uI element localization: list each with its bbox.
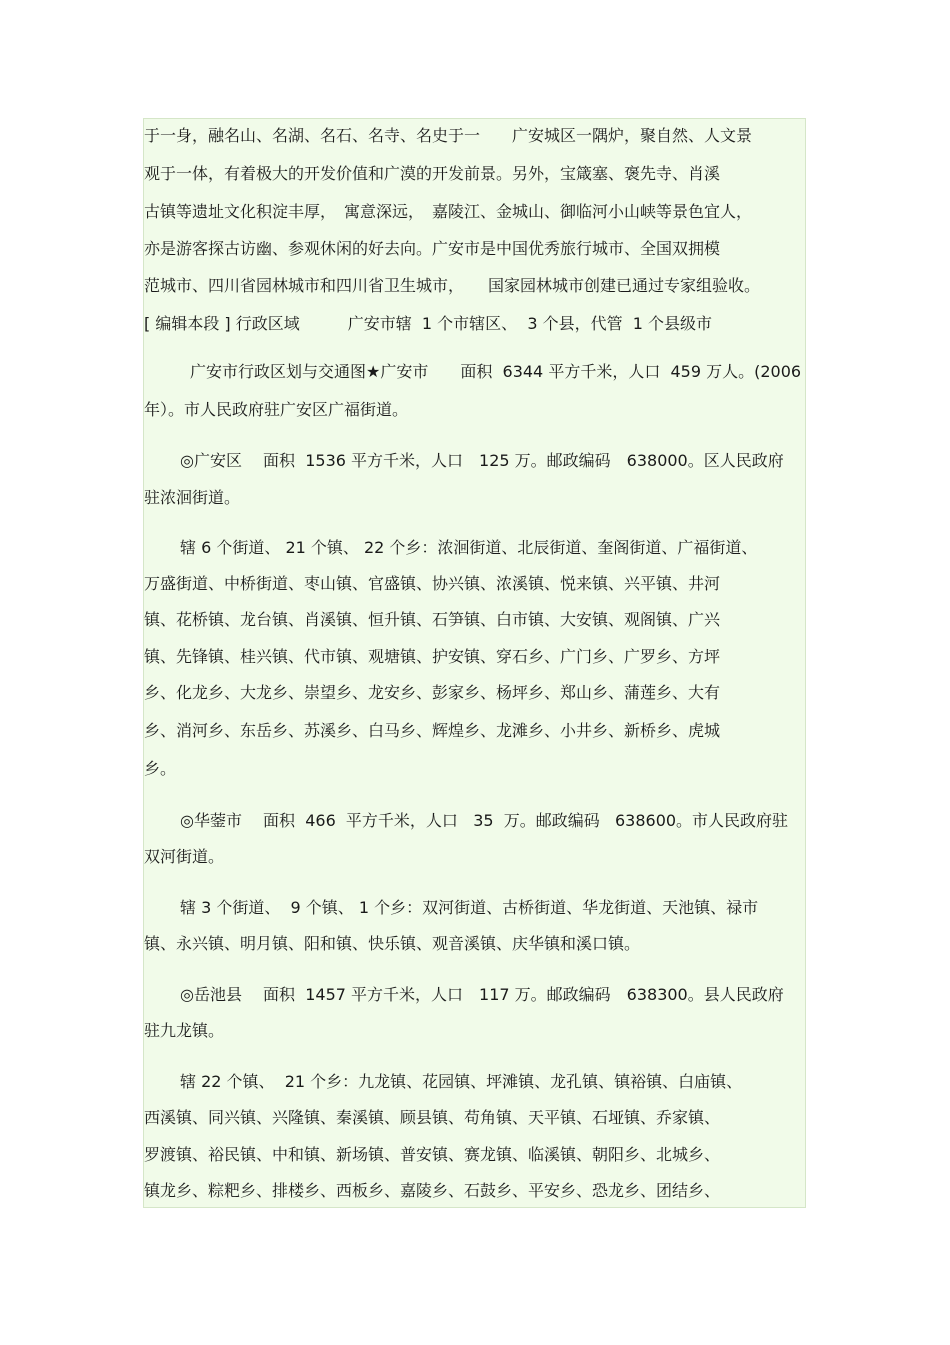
text-line: ◎广安区 面积 1536 平方千米，人口 125 万。邮政编码 638000。区人民政府 xyxy=(180,451,784,470)
text-line: 古镇等遗址文化积淀丰厚， 寓意深远， 嘉陵江、金城山、御临河小山峡等景色宜人， xyxy=(144,202,753,221)
text-line: 罗渡镇、裕民镇、中和镇、新场镇、普安镇、赛龙镇、临溪镇、朝阳乡、北城乡、 xyxy=(144,1145,721,1164)
text-line: 广安市行政区划与交通图★广安市 面积 6344 平方千米，人口 459 万人。(2006 xyxy=(190,362,802,381)
text-line: 万盛街道、中桥街道、枣山镇、官盛镇、协兴镇、浓溪镇、悦来镇、兴平镇、井河 xyxy=(144,574,721,593)
text-line: 驻九龙镇。 xyxy=(144,1021,225,1040)
text-line: 双河街道。 xyxy=(144,847,225,866)
text-line: 亦是游客探古访幽、参观休闲的好去向。广安市是中国优秀旅行城市、全国双拥模 xyxy=(144,239,721,258)
text-line: 范城市、四川省园林城市和四川省卫生城市， 国家园林城市创建已通过专家组验收。 xyxy=(144,276,761,295)
document-content-panel xyxy=(143,118,806,1208)
text-line: 辖 3 个街道、 9 个镇、 1 个乡：双河街道、古桥街道、华龙街道、天池镇、禄市 xyxy=(180,898,759,917)
text-line: ◎华蓥市 面积 466 平方千米，人口 35 万。邮政编码 638600。市人民政府驻 xyxy=(180,811,789,830)
text-line: 观于一体，有着极大的开发价值和广漠的开发前景。另外，宝箴塞、褒先寺、肖溪 xyxy=(144,164,721,183)
text-line: 乡、消河乡、东岳乡、苏溪乡、白马乡、辉煌乡、龙滩乡、小井乡、新桥乡、虎城 xyxy=(144,721,721,740)
text-line: 驻浓洄街道。 xyxy=(144,488,241,507)
text-line: 辖 22 个镇、 21 个乡：九龙镇、花园镇、坪滩镇、龙孔镇、镇裕镇、白庙镇、 xyxy=(180,1072,743,1091)
text-line: 于一身，融名山、名湖、名石、名寺、名史于一 广安城区一隅炉，聚自然、人文景 xyxy=(144,126,753,145)
text-line: 乡。 xyxy=(144,759,177,778)
text-line: 镇、永兴镇、明月镇、阳和镇、快乐镇、观音溪镇、庆华镇和溪口镇。 xyxy=(144,934,641,953)
text-line: 辖 6 个街道、 21 个镇、 22 个乡：浓洄街道、北辰街道、奎阁街道、广福街道、 xyxy=(180,538,758,557)
text-line: 镇龙乡、粽粑乡、排楼乡、西板乡、嘉陵乡、石鼓乡、平安乡、恐龙乡、团结乡、 xyxy=(144,1181,721,1200)
text-line: 西溪镇、同兴镇、兴隆镇、秦溪镇、顾县镇、苟角镇、天平镇、石垭镇、乔家镇、 xyxy=(144,1108,721,1127)
text-line: 乡、化龙乡、大龙乡、崇望乡、龙安乡、彭家乡、杨坪乡、郑山乡、蒲莲乡、大有 xyxy=(144,683,721,702)
text-line: ◎岳池县 面积 1457 平方千米，人口 117 万。邮政编码 638300。县人民政府 xyxy=(180,985,784,1004)
text-line: 年）。市人民政府驻广安区广福街道。 xyxy=(144,400,409,419)
section-header-line: [ 编辑本段 ] 行政区域 广安市辖 1 个市辖区、 3 个县，代管 1 个县级市 xyxy=(144,314,713,333)
text-line: 镇、先锋镇、桂兴镇、代市镇、观塘镇、护安镇、穿石乡、广门乡、广罗乡、方坪 xyxy=(144,647,721,666)
text-line: 镇、花桥镇、龙台镇、肖溪镇、恒升镇、石笋镇、白市镇、大安镇、观阁镇、广兴 xyxy=(144,610,721,629)
